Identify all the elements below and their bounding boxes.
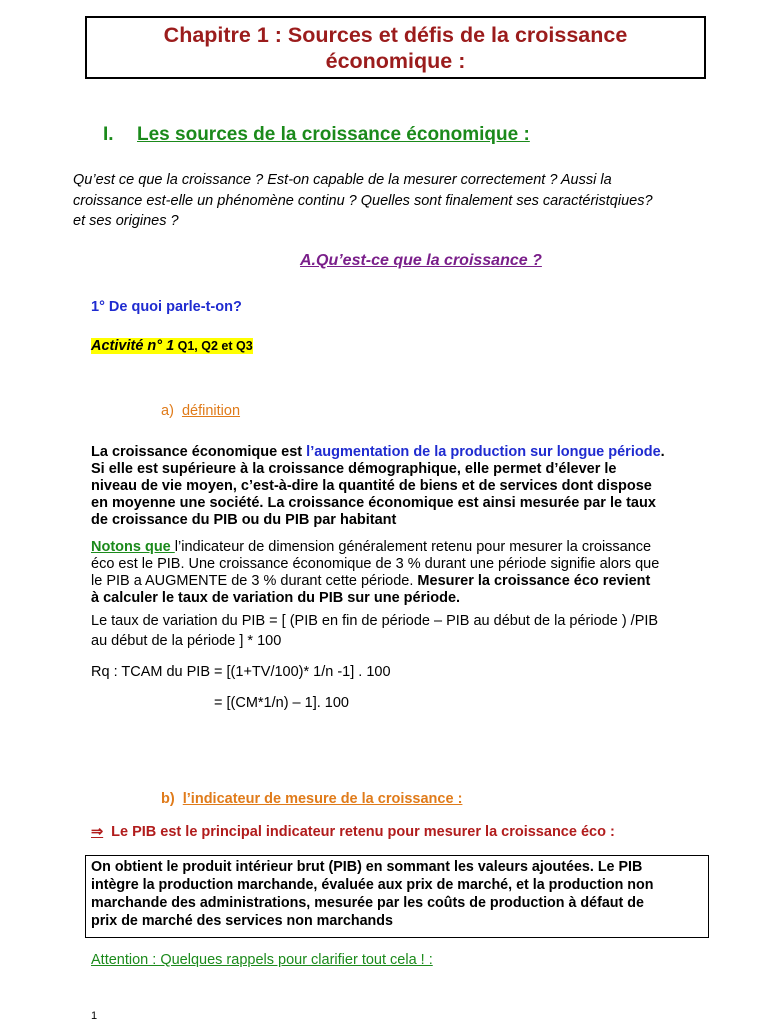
indicator-heading bbox=[161, 791, 462, 807]
definition-label: définition bbox=[181, 403, 241, 419]
para1-line: en moyenne une société. La croissance économique est ainsi mesurée par le taux bbox=[91, 495, 656, 511]
section-title: Les sources de la croissance économique : bbox=[137, 124, 530, 145]
notons-label: Notons que bbox=[91, 539, 175, 555]
para1-highlight: l’augmentation de la production sur longue période bbox=[306, 444, 661, 460]
chapter-title-line2: économique : bbox=[325, 49, 466, 73]
pib-statement-text: Le PIB est le principal indicateur retenu pour mesurer la croissance éco : bbox=[111, 824, 615, 840]
intro-paragraph bbox=[73, 170, 713, 232]
attention-note: Attention : Quelques rappels pour clarifier tout cela ! : bbox=[91, 952, 433, 968]
indicator-marker: b) bbox=[161, 791, 175, 807]
pib-definition-box bbox=[85, 855, 709, 938]
para2-line: éco est le PIB. Une croissance économique de 3 % durant une période signifie alors que bbox=[91, 556, 660, 572]
pib-statement bbox=[91, 824, 615, 840]
box-line: marchande des administrations, mesurée par les coûts de production à défaut de bbox=[91, 895, 644, 911]
para1-line: Si elle est supérieure à la croissance démographique, elle permet d’élever le bbox=[91, 461, 617, 477]
section-number: I. bbox=[103, 124, 114, 145]
intro-line: Qu’est ce que la croissance ? Est-on capable de la mesurer correctement ? Aussi la bbox=[73, 172, 612, 188]
variation-line: au début de la période ] * 100 bbox=[91, 633, 282, 649]
tcam-formula-line2: = [(CM*1/n) – 1]. 100 bbox=[214, 695, 349, 711]
page-number: 1 bbox=[91, 1010, 98, 1022]
tcam-formula: Rq : TCAM du PIB = [(1+TV/100)* 1/n -1] . 100 bbox=[91, 664, 391, 680]
chapter-title-line1: Chapitre 1 : Sources et défis de la croissance bbox=[163, 23, 628, 47]
notons-paragraph: Notons que l’indicateur de dimension généralement retenu pour mesurer la croissance éco est le PIB. Une croissance économique de 3 % durant une période signifie alors que le PIB a AUGMENTE de 3 % durant cette période. Mesurer la croissance éco revient à calculer le taux de variation du PIB sur une période. bbox=[91, 539, 713, 607]
intro-line: croissance est-elle un phénomène continu ? Quelles sont finalement ses caractéristqiues? bbox=[73, 192, 653, 209]
box-line: intègre la production marchande, évaluée aux prix de marché, et la production non bbox=[91, 877, 654, 893]
definition-paragraph: La croissance économique est l’augmentation de la production sur longue période. Si elle est supérieure à la croissance démographique, elle permet d’élever le niveau de vie moyen, c’est-à-dire la quantité de biens et de services dont dispose en moyenne une société. La croissance économique est ainsi mesurée par le taux de croissance du PIB ou du PIB par habitant bbox=[91, 444, 713, 529]
para2-line: à calculer le taux de variation du PIB sur une période. bbox=[91, 590, 461, 606]
variation-paragraph bbox=[91, 611, 713, 651]
para1-line: niveau de vie moyen, c’est-à-dire la quantité de biens et de services dont dispose bbox=[91, 478, 652, 494]
indicator-label: l’indicateur de mesure de la croissance : bbox=[182, 791, 463, 807]
para1-line: de croissance du PIB ou du PIB par habitant bbox=[91, 512, 397, 528]
definition-marker: a) bbox=[161, 403, 174, 419]
box-line: On obtient le produit intérieur brut (PIB) en sommant les valeurs ajoutées. Le PIB bbox=[91, 859, 643, 875]
activity-questions: Q1, Q2 et Q3 bbox=[174, 339, 253, 353]
section-heading bbox=[103, 124, 530, 146]
definition-heading bbox=[161, 403, 240, 419]
activity-number: Activité n° 1 bbox=[91, 338, 175, 354]
implies-arrow-icon: ⇒ bbox=[91, 824, 104, 840]
subsection-a-heading: A.Qu’est-ce que la croissance ? bbox=[300, 252, 542, 269]
variation-line: Le taux de variation du PIB = [ (PIB en fin de période – PIB au début de la période ) /PIB bbox=[91, 613, 659, 629]
intro-line: et ses origines ? bbox=[73, 213, 179, 229]
chapter-title-box bbox=[85, 16, 706, 79]
question-heading: 1° De quoi parle-t-on? bbox=[91, 299, 242, 315]
para1-lead: La croissance économique est bbox=[91, 444, 307, 460]
box-line: prix de marché des services non marchands bbox=[91, 913, 393, 929]
activity-label bbox=[91, 338, 253, 354]
